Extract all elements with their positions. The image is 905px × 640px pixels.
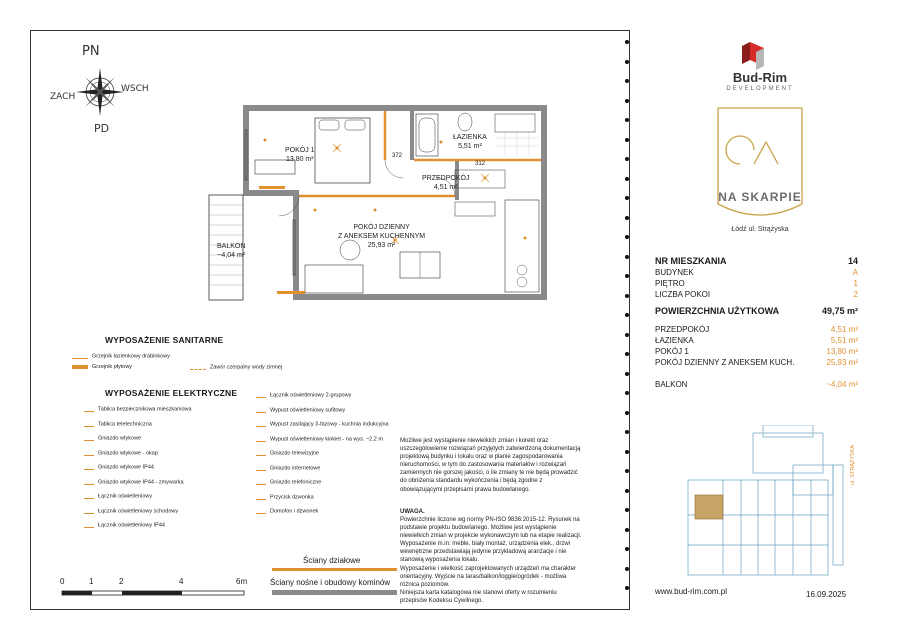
note-changes	[400, 437, 625, 494]
legend-plate-label: Grzejnik płytowy	[92, 364, 133, 370]
room-pokoj1-name: POKÓJ 1	[285, 147, 315, 154]
room-pokoj1-label	[285, 147, 315, 165]
perforation-dot	[625, 216, 629, 220]
nr-mieszkania-value: 14	[847, 256, 858, 266]
legend-towel-radiator	[72, 353, 170, 359]
perforation-dot	[625, 60, 629, 64]
legend-valve-label: Zawór czerpalny wody zimnej	[210, 364, 283, 371]
legend-electric-row	[84, 522, 165, 528]
legend-electric-symbol-icon	[84, 435, 94, 441]
legend-electric-row	[256, 465, 320, 471]
note-changes-line: do obniżenia standardu wykończenia i będą zgodne z	[400, 478, 543, 485]
legend-electric-label: Gniazdo wtykowe - okap	[98, 449, 158, 456]
floor-plan	[205, 100, 555, 315]
legend-electric-row	[256, 450, 319, 456]
perforation-dot	[625, 157, 629, 161]
project-city: Łódź ul. Strążyska	[731, 226, 789, 233]
powierzchnia-value: 49,75 m²	[821, 306, 858, 316]
note-uwaga-line: orientacyjny. Wyjście na taras/balkon/loggie/ogródek - możliwa	[400, 573, 567, 580]
room-dzienny-name2: Z ANEKSEM KUCHENNYM	[338, 232, 426, 240]
site-plan	[683, 425, 873, 585]
room-balkon-label	[217, 243, 245, 261]
legend-electric-label: Przycisk dzwonka	[270, 493, 314, 500]
legend-electric-label: Domofon i dzwonek	[270, 508, 319, 515]
note-uwaga-title: UWAGA.	[400, 509, 425, 515]
room-przedpokoj-label	[422, 175, 469, 193]
note-uwaga-line: przepisów Kodeksu Cywilnego.	[400, 597, 484, 604]
perforation-dot	[625, 411, 629, 415]
room-lazienka-area: 5,51 m²	[458, 142, 482, 150]
valve-icon	[190, 364, 206, 370]
compass-east: WSCH	[121, 84, 149, 94]
legend-sanitary-title: WYPOSAŻENIE SANITARNE	[105, 335, 224, 345]
room-balkon-area: ~4,04 m²	[217, 251, 246, 259]
legend-electric-symbol-icon	[84, 522, 94, 528]
room-przedpokoj-area: 4,51 m²	[433, 183, 458, 191]
note-uwaga	[400, 516, 625, 605]
note-uwaga-line: Wyposażenie i wielkość zaprojektowanych urządzeń ma charakter	[400, 565, 577, 572]
legend-electric-label: Łącznik oświetleniowy	[98, 493, 153, 500]
legend-electric-row	[256, 494, 314, 500]
na-skarpie-logo-icon	[700, 104, 820, 224]
footer-url[interactable]: www.bud-rim.com.pl	[655, 587, 728, 596]
perforation-dot	[625, 313, 629, 317]
brand-name: Bud-Rim	[732, 70, 788, 85]
wall-partition-swatch	[272, 568, 397, 571]
legend-electric-row	[84, 421, 152, 427]
legend-electric-symbol-icon	[84, 464, 94, 470]
area-row-label: POKÓJ 1	[655, 347, 689, 356]
perforation-dot	[625, 547, 629, 551]
legend-electric-row	[84, 450, 158, 456]
note-uwaga-line: Powierzchnie liczone wg normy PN-ISO 9836:2015-12. Rysunek na	[400, 517, 580, 523]
note-uwaga-line: różnica poziomów.	[400, 581, 450, 588]
legend-electric-symbol-icon	[256, 436, 266, 442]
liczba-pokoi-value: 2	[853, 290, 858, 299]
legend-electric-symbol-icon	[84, 406, 94, 412]
perforation-dot	[625, 79, 629, 83]
legend-electric-row	[84, 508, 178, 514]
note-uwaga-line: podstawie projektu budowlanego. Możliwe jest wystąpienie	[400, 525, 557, 532]
legend-electric-symbol-icon	[256, 465, 266, 471]
perforation-dot	[625, 450, 629, 454]
site-plan-drawing	[683, 425, 873, 585]
scale-bar-drawing	[58, 577, 248, 607]
legend-electric-row	[256, 479, 321, 485]
perforation-dot	[625, 567, 629, 571]
brand-block	[700, 40, 820, 240]
perforation-dot	[625, 430, 629, 434]
room-dzienny-name1: POKÓJ DZIENNY	[353, 224, 410, 231]
legend-valve	[190, 364, 282, 370]
room-lazienka-name: ŁAZIENKA	[453, 134, 487, 141]
note-changes-line: Możliwe jest wystąpienie niewielkich zmian i korekt oraz	[400, 438, 549, 444]
perforation-dot	[625, 469, 629, 473]
towel-radiator-icon	[72, 353, 88, 359]
pietro-label: PIĘTRO	[655, 279, 685, 288]
legend-electric-symbol-icon	[84, 479, 94, 485]
perforation-dot	[625, 528, 629, 532]
legend-electric-symbol-icon	[256, 508, 266, 514]
compass-west: ZACH	[50, 92, 76, 102]
legend-electric-label: Łącznik oświetleniowy IP44	[98, 522, 165, 529]
liczba-pokoi-label: LICZBA POKOI	[655, 290, 711, 299]
perforation-dot	[625, 118, 629, 122]
room-pokoj1-area: 13,80 m²	[285, 155, 314, 163]
perforation-dot	[625, 235, 629, 239]
legend-electric-row	[256, 436, 383, 442]
legend-electric-row	[256, 508, 318, 514]
legend-electric-label: Łącznik oświetleniowy 2-grupowy	[270, 392, 352, 399]
project-name: NA SKARPIE	[718, 190, 802, 204]
pietro-value: 1	[853, 279, 858, 288]
legend-electric-row	[84, 435, 141, 441]
balkon-label: BALKON	[655, 380, 688, 389]
wall-load-swatch	[272, 590, 397, 595]
budynek-value: A	[852, 268, 858, 277]
note-uwaga-line: wewnętrzne przedstawiają jedynie przykładową aranżacje i nie	[400, 549, 567, 556]
note-changes-line: uszczegółowienie rozwiązań przyjętych zatwierdzoną dokumentacją	[400, 446, 581, 453]
legend-electric-symbol-icon	[256, 421, 266, 427]
perforation-dot	[625, 489, 629, 493]
legend-electric-symbol-icon	[256, 494, 266, 500]
perforation-dot	[625, 508, 629, 512]
note-uwaga-line: Niniejsza karta katalogowa nie stanowi oferty w rozumieniu	[400, 589, 557, 596]
legend-electric-label: Tablica bezpiecznikowa mieszkaniowa	[98, 406, 192, 413]
legend-electric-symbol-icon	[84, 508, 94, 514]
legend-electric-label: Tablica teletechniczna	[98, 420, 152, 427]
scale-label-1: 1	[89, 577, 94, 586]
legend-electric-label: Gniazdo telewizyjne	[270, 450, 319, 457]
note-uwaga-line: niewielkich zmian w projekcie wykonawczym lub na etapie realizacji.	[400, 533, 582, 540]
area-row-value: 4,51 m²	[830, 325, 858, 334]
room-przedpokoj-name: PRZEDPOKÓJ	[422, 175, 470, 182]
site-street-label: ul. STRĄŻYSKA	[850, 444, 856, 485]
legend-electric-symbol-icon	[84, 493, 94, 499]
perforation-dot	[625, 294, 629, 298]
legend-plate-radiator	[72, 364, 132, 370]
legend-electric-row	[256, 392, 351, 398]
floor-plan-drawing	[205, 100, 555, 315]
legend-electric-symbol-icon	[256, 450, 266, 456]
plate-radiator-icon	[72, 365, 88, 369]
legend-electric-symbol-icon	[256, 392, 266, 398]
legend-electric-row	[256, 421, 389, 427]
legend-electric-row	[256, 407, 345, 413]
legend-electric-label: Gniazdo wtykowe IP44 - zmywarka	[98, 478, 184, 485]
legend-towel-label: Grzejnik łazienkowy drabinkowy	[92, 353, 170, 360]
area-row-value: 13,80 m²	[826, 347, 858, 356]
nr-mieszkania-label: NR MIESZKANIA	[655, 256, 727, 266]
perforation-dot	[625, 255, 629, 259]
footer-date: 16.09.2025	[806, 590, 847, 599]
note-uwaga-line: stanowią wyposażenia lokalu.	[400, 557, 480, 564]
legend-electric-label: Gniazdo wtykowe IP44	[98, 464, 154, 471]
legend-electric-row	[84, 493, 152, 499]
perforation-dot	[625, 372, 629, 376]
area-row-label: ŁAZIENKA	[655, 336, 694, 345]
plan-mark-2: 312	[475, 161, 486, 167]
note-changes-line: nieruchomości, w tym do zastosowania materiałów i rozwiązań	[400, 462, 567, 469]
compass-south: PD	[94, 122, 110, 135]
perforation-dot	[625, 138, 629, 142]
scale-label-2: 2	[119, 577, 124, 586]
note-uwaga-line: Wyposażenie m.in: meble, biały montaż, urządzenia elek., drzwi	[400, 541, 571, 548]
room-dzienny-area: 25,93 m²	[367, 241, 396, 249]
balkon-value: ~4,04 m²	[826, 380, 858, 389]
scale-label-4: 4	[179, 577, 184, 586]
legend-electric-row	[84, 479, 184, 485]
room-balkon-name: BALKON	[217, 243, 246, 250]
perforation-dot	[625, 177, 629, 181]
area-row-label: PRZEDPOKÓJ	[655, 325, 710, 334]
perforation-dot	[625, 196, 629, 200]
legend-electric-label: Gniazdo telefoniczne	[270, 479, 322, 486]
perforation-dot	[625, 586, 629, 590]
wall-partition-label: Ściany działowe	[303, 556, 361, 565]
scale-bar	[58, 577, 248, 607]
room-dzienny-label	[338, 224, 425, 250]
legend-electric-label: Łącznik oświetleniowy schodowy	[98, 507, 179, 514]
powierzchnia-label: POWIERZCHNIA UŻYTKOWA	[655, 306, 780, 316]
room-lazienka-label	[453, 134, 487, 152]
perforation-dot	[625, 274, 629, 278]
perforation-dot	[625, 99, 629, 103]
perforation-dot	[625, 40, 629, 44]
plan-mark-1: 372	[392, 153, 403, 159]
scale-label-0: 0	[60, 577, 65, 586]
legend-electric-title: WYPOSAŻENIE ELEKTRYCZNE	[105, 388, 238, 398]
perforation-dot	[625, 333, 629, 337]
legend-electric-label: Wypust oświetleniowy sufitowy	[270, 406, 346, 413]
legend-electric-label: Gniazdo internetowe	[270, 464, 321, 471]
legend-electric-symbol-icon	[256, 407, 266, 413]
legend-electric-symbol-icon	[84, 421, 94, 427]
legend-electric-label: Wypust zasilający 3-fazowy - kuchnia indukcyjna	[270, 421, 389, 428]
scale-label-6: 6m	[236, 577, 248, 586]
legend-electric-row	[84, 464, 154, 470]
area-row-value: 5,51 m²	[830, 336, 858, 345]
wall-load-label: Ściany nośne i obudowy kominów	[270, 578, 391, 587]
brand-sub: DEVELOPMENT	[726, 86, 794, 92]
note-changes-line: zamiennych nie gorszej jakości, o ile zmiany te nie będą prowadzić	[400, 470, 578, 477]
budynek-label: BUDYNEK	[655, 268, 694, 277]
area-row-label: POKÓJ DZIENNY Z ANEKSEM KUCH.	[655, 358, 795, 367]
perforation-dots	[625, 40, 633, 620]
perforation-dot	[625, 352, 629, 356]
legend-electric-label: Wypust oświetleniowy kinkiet - na wys. ~2,2 m	[270, 435, 383, 442]
legend-electric-row	[84, 406, 192, 412]
legend-electric-label: Gniazdo wtykowe	[98, 435, 142, 442]
note-changes-line: obowiązującymi przepisami prawa budowlanego.	[400, 486, 531, 493]
compass-north: PN	[82, 44, 100, 59]
legend-electric-symbol-icon	[256, 479, 266, 485]
perforation-dot	[625, 391, 629, 395]
area-row-value: 25,93 m²	[826, 358, 858, 367]
legend-electric-symbol-icon	[84, 450, 94, 456]
note-changes-line: projektową budynku i lokalu oraz w planie zagospodarowania	[400, 454, 563, 461]
